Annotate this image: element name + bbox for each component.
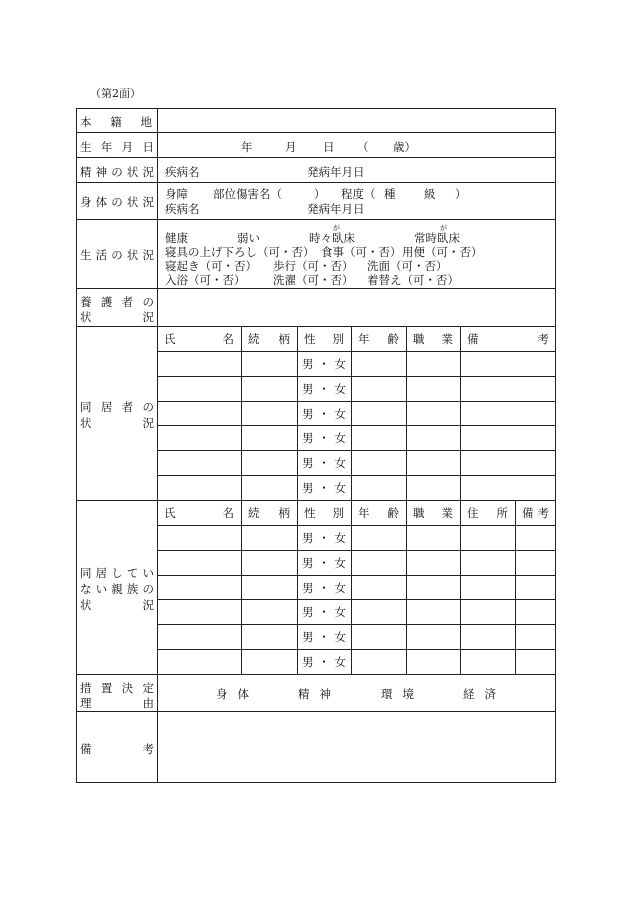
birth-day: 日: [323, 140, 335, 154]
relatives-rowline: [157, 550, 556, 551]
life-dress: 着替え（可・否）: [367, 273, 459, 287]
cohabitants-gender-choice: 男 ・ 女: [302, 406, 346, 421]
relatives-rowline: [157, 575, 556, 576]
cohabitants-gender-choice: 男 ・ 女: [302, 356, 346, 371]
cohabitants-header: 氏 名: [164, 332, 234, 346]
birth-year: 年: [241, 140, 253, 154]
life-wake: 寝起き（可・否）: [165, 259, 257, 273]
relatives-gender-choice: 男 ・ 女: [302, 630, 346, 645]
cohabitants-colline: [351, 326, 352, 500]
ruby-ga-2: が: [440, 224, 447, 232]
cohabitants-header: 備 考: [467, 332, 549, 346]
birth-age-open: （: [357, 140, 369, 154]
life-wash-face: 洗面（可・否）: [367, 259, 448, 273]
life-bath: 入浴（可・否）: [165, 273, 246, 287]
physical-part: 部位傷害名（: [213, 187, 282, 201]
label-caregiver-1: 養 護 者 の: [80, 295, 154, 309]
cohabitants-gender-choice: 男 ・ 女: [302, 431, 346, 446]
cohabitants-header: 性 別: [304, 332, 344, 346]
cohabitants-colline: [241, 326, 242, 500]
life-toilet: 用便（可・否）: [402, 245, 483, 259]
birth-month: 月: [285, 140, 297, 154]
relatives-colline: [406, 500, 407, 674]
relatives-header: 続 柄: [248, 506, 290, 520]
label-relatives-1: 同 居 し て い: [80, 566, 154, 580]
label-honseki: 本 籍 地: [80, 115, 152, 129]
physical-grade: 種: [384, 187, 396, 201]
label-life: 生 活 の 状 況: [80, 248, 154, 262]
relatives-colline: [297, 500, 298, 674]
relatives-gender-choice: 男 ・ 女: [302, 555, 346, 570]
relatives-gender-choice: 男 ・ 女: [302, 580, 346, 595]
label-measure-1: 措 置 決 定: [80, 681, 154, 695]
cohabitants-colline: [460, 326, 461, 500]
relatives-colline: [460, 500, 461, 674]
birth-age-close: 歳）: [393, 140, 416, 154]
cohabitants-colline: [297, 326, 298, 500]
relatives-colline: [515, 500, 516, 674]
label-relatives-3: 状 況: [80, 598, 154, 612]
label-relatives-2: な い 親 族 の: [80, 582, 154, 596]
relatives-colline: [241, 500, 242, 674]
relatives-header: 住 所: [467, 506, 508, 520]
cohabitants-rowline: [157, 376, 556, 377]
cohabitants-rowline: [157, 475, 556, 476]
label-mental: 精 神 の 状 況: [80, 165, 154, 179]
label-remarks: 備 考: [80, 742, 154, 756]
cohabitants-header: 年 齢: [358, 332, 399, 346]
relatives-header: 氏 名: [164, 506, 234, 520]
relatives-gender-choice: 男 ・ 女: [302, 605, 346, 620]
relatives-header: 職 業: [413, 506, 453, 520]
measure-body: 身体: [216, 687, 259, 701]
cohabitants-rowline: [157, 450, 556, 451]
life-bedding: 寝具の上げ下ろし（可・否）: [165, 245, 315, 259]
life-weak: 弱い: [237, 231, 260, 245]
label-birth: 生 年 月 日: [80, 140, 154, 154]
label-divider: [157, 108, 158, 783]
cohabitants-rowline: [157, 401, 556, 402]
physical-degree-close: ）: [455, 187, 467, 201]
life-meal: 食事（可・否）: [321, 245, 402, 259]
ruby-ga-1: が: [333, 224, 340, 232]
relatives-gender-choice: 男 ・ 女: [302, 655, 346, 670]
physical-part-close: ）: [314, 187, 326, 201]
label-physical: 身 体 の 状 況: [80, 195, 154, 209]
physical-degree: 程度（: [341, 187, 376, 201]
cohabitants-gender-choice: 男 ・ 女: [302, 481, 346, 496]
physical-grade2: 級: [424, 187, 436, 201]
relatives-gender-choice: 男 ・ 女: [302, 530, 346, 545]
life-sometimes-bed: 時々臥床: [309, 231, 355, 245]
physical-onset: 発病年月日: [307, 202, 365, 216]
life-health: 健康: [165, 231, 188, 245]
life-laundry: 洗濯（可・否）: [273, 273, 354, 287]
cohabitants-rowline: [157, 351, 556, 352]
label-measure-2: 理 由: [80, 696, 154, 710]
physical-disease: 疾病名: [165, 202, 200, 216]
relatives-rowline: [157, 649, 556, 650]
cohabitants-colline: [406, 326, 407, 500]
label-cohabitants-2: 状 況: [80, 416, 154, 430]
relatives-header: 年 齢: [358, 506, 399, 520]
physical-disability: 身障: [165, 187, 188, 201]
mental-onset: 発病年月日: [307, 165, 365, 179]
relatives-header: 備 考: [522, 506, 549, 520]
label-caregiver-2: 状 況: [80, 310, 154, 324]
label-cohabitants-1: 同 居 者 の: [80, 400, 154, 414]
relatives-header: 性 別: [304, 506, 344, 520]
cohabitants-header: 続 柄: [248, 332, 290, 346]
cohabitants-rowline: [157, 425, 556, 426]
relatives-rowline: [157, 599, 556, 600]
relatives-rowline: [157, 624, 556, 625]
life-always-bed: 常時臥床: [414, 231, 460, 245]
page-label: （第2面）: [90, 87, 141, 100]
life-walk: 歩行（可・否）: [273, 259, 354, 273]
relatives-colline: [351, 500, 352, 674]
cohabitants-gender-choice: 男 ・ 女: [302, 456, 346, 471]
measure-mental: 精神: [298, 687, 341, 701]
measure-environment: 環境: [381, 687, 424, 701]
relatives-rowline: [157, 525, 556, 526]
cohabitants-header: 職 業: [413, 332, 453, 346]
mental-disease: 疾病名: [165, 165, 200, 179]
measure-economy: 経済: [463, 687, 506, 701]
cohabitants-gender-choice: 男 ・ 女: [302, 381, 346, 396]
